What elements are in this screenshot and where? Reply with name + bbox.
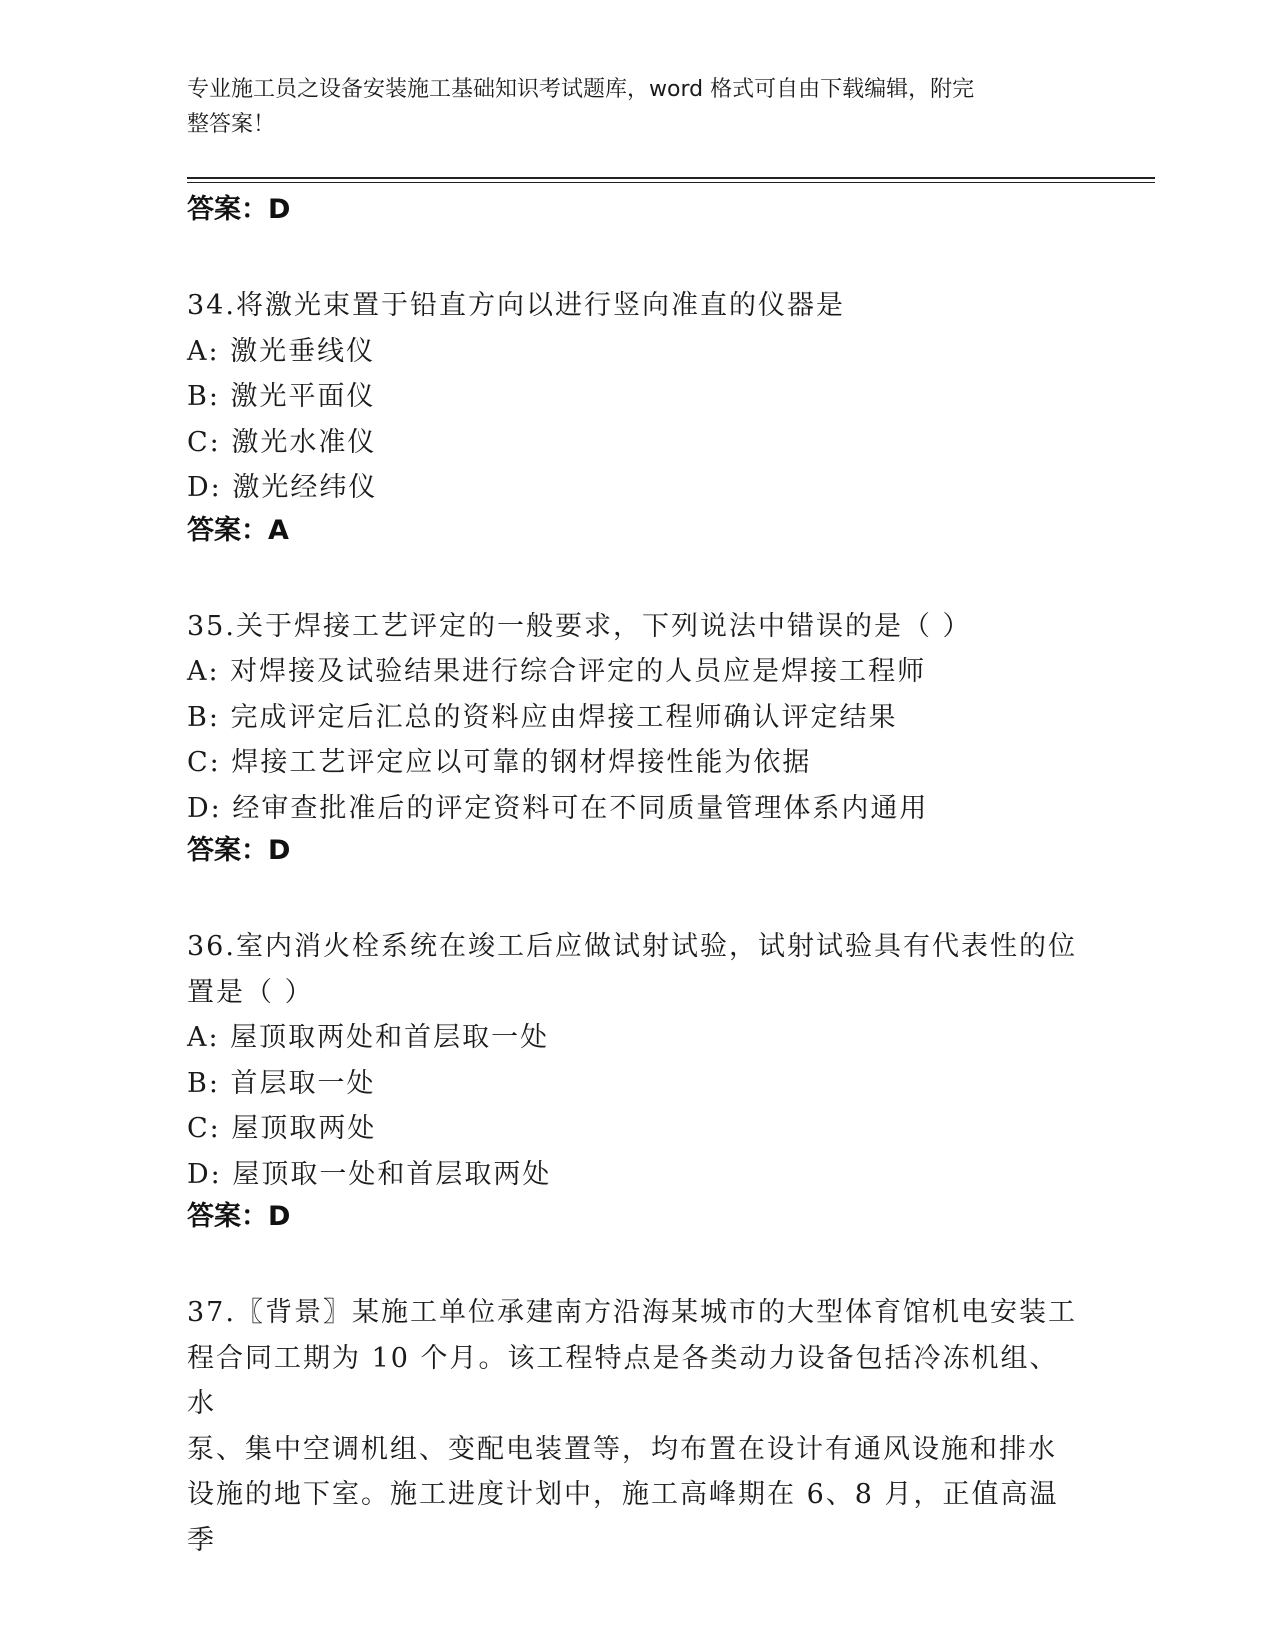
answer-33: 答案：D	[187, 194, 291, 225]
question-stem: 34.将激光束置于铅直方向以进行竖向准直的仪器是	[187, 290, 845, 321]
question-35	[187, 604, 1087, 872]
header-rule-thick	[187, 177, 1155, 179]
spacer	[187, 230, 1087, 283]
option-c: C: 激光水准仪	[187, 426, 377, 458]
document-content	[187, 190, 1087, 1563]
header-line-1: 专业施工员之设备安装施工基础知识考试题库，word 格式可自由下载编辑，附完	[187, 77, 975, 102]
option-b: B: 首层取一处	[187, 1067, 376, 1099]
document-header	[187, 72, 1067, 142]
question-stem-line-2: 置是（ ）	[187, 976, 314, 1008]
option-c: C: 焊接工艺评定应以可靠的钢材焊接性能为依据	[187, 747, 812, 778]
question-stem: 35.关于焊接工艺评定的一般要求，下列说法中错误的是（ ）	[187, 610, 972, 642]
header-rule-thin	[187, 182, 1155, 183]
question-34	[187, 283, 1087, 551]
question-37	[187, 1290, 1087, 1563]
spacer	[187, 551, 1087, 604]
spacer	[187, 1237, 1087, 1290]
option-a: A: 激光垂线仪	[187, 335, 376, 367]
option-d: D: 经审查批准后的评定资料可在不同质量管理体系内通用	[187, 792, 929, 824]
option-c: C: 屋顶取两处	[187, 1113, 377, 1144]
option-a: A: 屋顶取两处和首层取一处	[187, 1022, 550, 1053]
question-stem-line-1: 37.〖背景〗某施工单位承建南方沿海某城市的大型体育馆机电安装工	[187, 1297, 1077, 1328]
spacer	[187, 871, 1087, 924]
answer-35: 答案：D	[187, 835, 291, 866]
question-36	[187, 924, 1087, 1237]
option-b: B: 完成评定后汇总的资料应由焊接工程师确认评定结果	[187, 701, 898, 733]
question-stem-line-3: 泵、集中空调机组、变配电装置等，均布置在设计有通风设施和排水	[187, 1433, 1057, 1465]
header-line-2: 整答案！	[187, 112, 276, 137]
option-b: B: 激光平面仪	[187, 381, 376, 412]
option-d: D: 激光经纬仪	[187, 472, 378, 503]
question-stem-line-4: 设施的地下室。施工进度计划中，施工高峰期在 6、8 月，正值高温季	[187, 1479, 1059, 1556]
option-d: D: 屋顶取一处和首层取两处	[187, 1158, 552, 1190]
answer-34: 答案：A	[187, 514, 289, 546]
option-a: A: 对焊接及试验结果进行综合评定的人员应是焊接工程师	[187, 656, 927, 687]
question-stem-line-1: 36.室内消火栓系统在竣工后应做试射试验，试射试验具有代表性的位	[187, 931, 1077, 962]
question-stem-line-2: 程合同工期为 10 个月。该工程特点是各类动力设备包括冷冻机组、水	[187, 1342, 1059, 1419]
answer-36: 答案：D	[187, 1201, 291, 1232]
